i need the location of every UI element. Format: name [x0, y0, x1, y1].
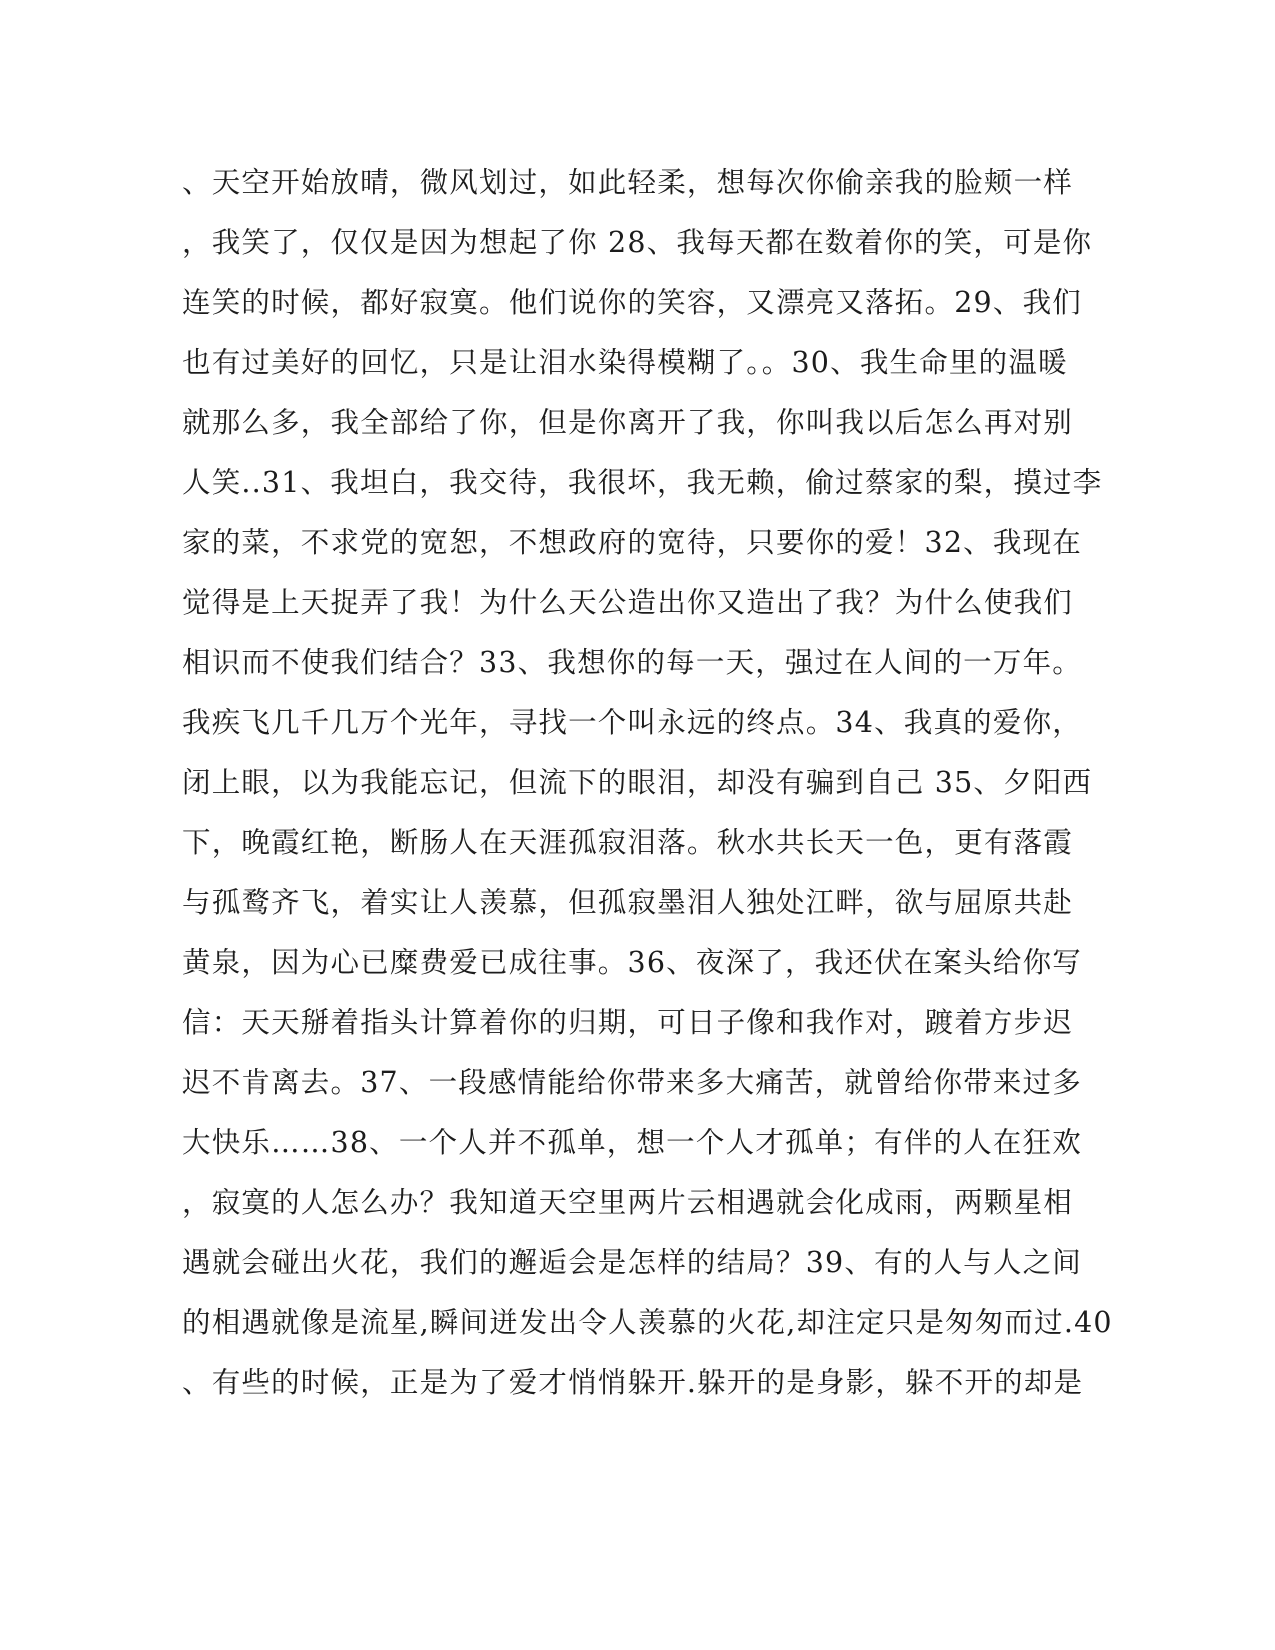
text-line-19: 遇就会碰出火花，我们的邂逅会是怎样的结局？39、有的人与人之间 — [182, 1246, 1082, 1279]
text-line-2: ，我笑了，仅仅是因为想起了你 28、我每天都在数着你的笑，可是你 — [182, 226, 1093, 259]
text-line-5: 就那么多，我全部给了你，但是你离开了我，你叫我以后怎么再对别 — [182, 406, 1074, 439]
text-line-14: 黄泉，因为心已糜费爱已成往事。36、夜深了，我还伏在案头给你写 — [182, 946, 1082, 979]
text-line-21: 、有些的时候，正是为了爱才悄悄躲开.躲开的是身影，躲不开的却是 — [182, 1366, 1084, 1399]
text-line-13: 与孤鹜齐飞，着实让人羡慕，但孤寂墨泪人独处江畔，欲与屈原共赴 — [182, 886, 1074, 919]
text-line-18: ，寂寞的人怎么办？我知道天空里两片云相遇就会化成雨，两颗星相 — [182, 1186, 1074, 1219]
text-line-1: 、天空开始放晴，微风划过，如此轻柔，想每次你偷亲我的脸颊一样 — [182, 166, 1074, 199]
text-line-9: 相识而不使我们结合？33、我想你的每一天，强过在人间的一万年。 — [182, 646, 1082, 679]
text-line-3: 连笑的时候，都好寂寞。他们说你的笑容，又漂亮又落拓。29、我们 — [182, 286, 1082, 319]
text-line-7: 家的菜，不求党的宽恕，不想政府的宽待，只要你的爱！32、我现在 — [182, 526, 1082, 559]
text-line-16: 迟不肯离去。37、一段感情能给你带来多大痛苦，就曾给你带来过多 — [182, 1066, 1082, 1099]
text-line-6: 人笑..31、我坦白，我交待，我很坏，我无赖，偷过蔡家的梨，摸过李 — [182, 466, 1103, 499]
text-line-8: 觉得是上天捉弄了我！为什么天公造出你又造出了我？为什么使我们 — [182, 586, 1074, 619]
text-line-11: 闭上眼，以为我能忘记，但流下的眼泪，却没有骗到自己 35、夕阳西 — [182, 766, 1093, 799]
text-line-20: 的相遇就像是流星,瞬间迸发出令人羡慕的火花,却注定只是匆匆而过.40 — [182, 1306, 1113, 1339]
text-line-17: 大快乐……38、一个人并不孤单，想一个人才孤单；有伴的人在狂欢 — [182, 1126, 1082, 1159]
text-line-4: 也有过美好的回忆，只是让泪水染得模糊了。。30、我生命里的温暖 — [182, 346, 1068, 379]
text-line-12: 下，晚霞红艳，断肠人在天涯孤寂泪落。秋水共长天一色，更有落霞 — [182, 826, 1074, 859]
text-line-15: 信：天天掰着指头计算着你的归期，可日子像和我作对，踱着方步迟 — [182, 1006, 1074, 1039]
text-line-10: 我疾飞几千几万个光年，寻找一个叫永远的终点。34、我真的爱你， — [182, 706, 1082, 739]
body-text — [182, 160, 1113, 1420]
